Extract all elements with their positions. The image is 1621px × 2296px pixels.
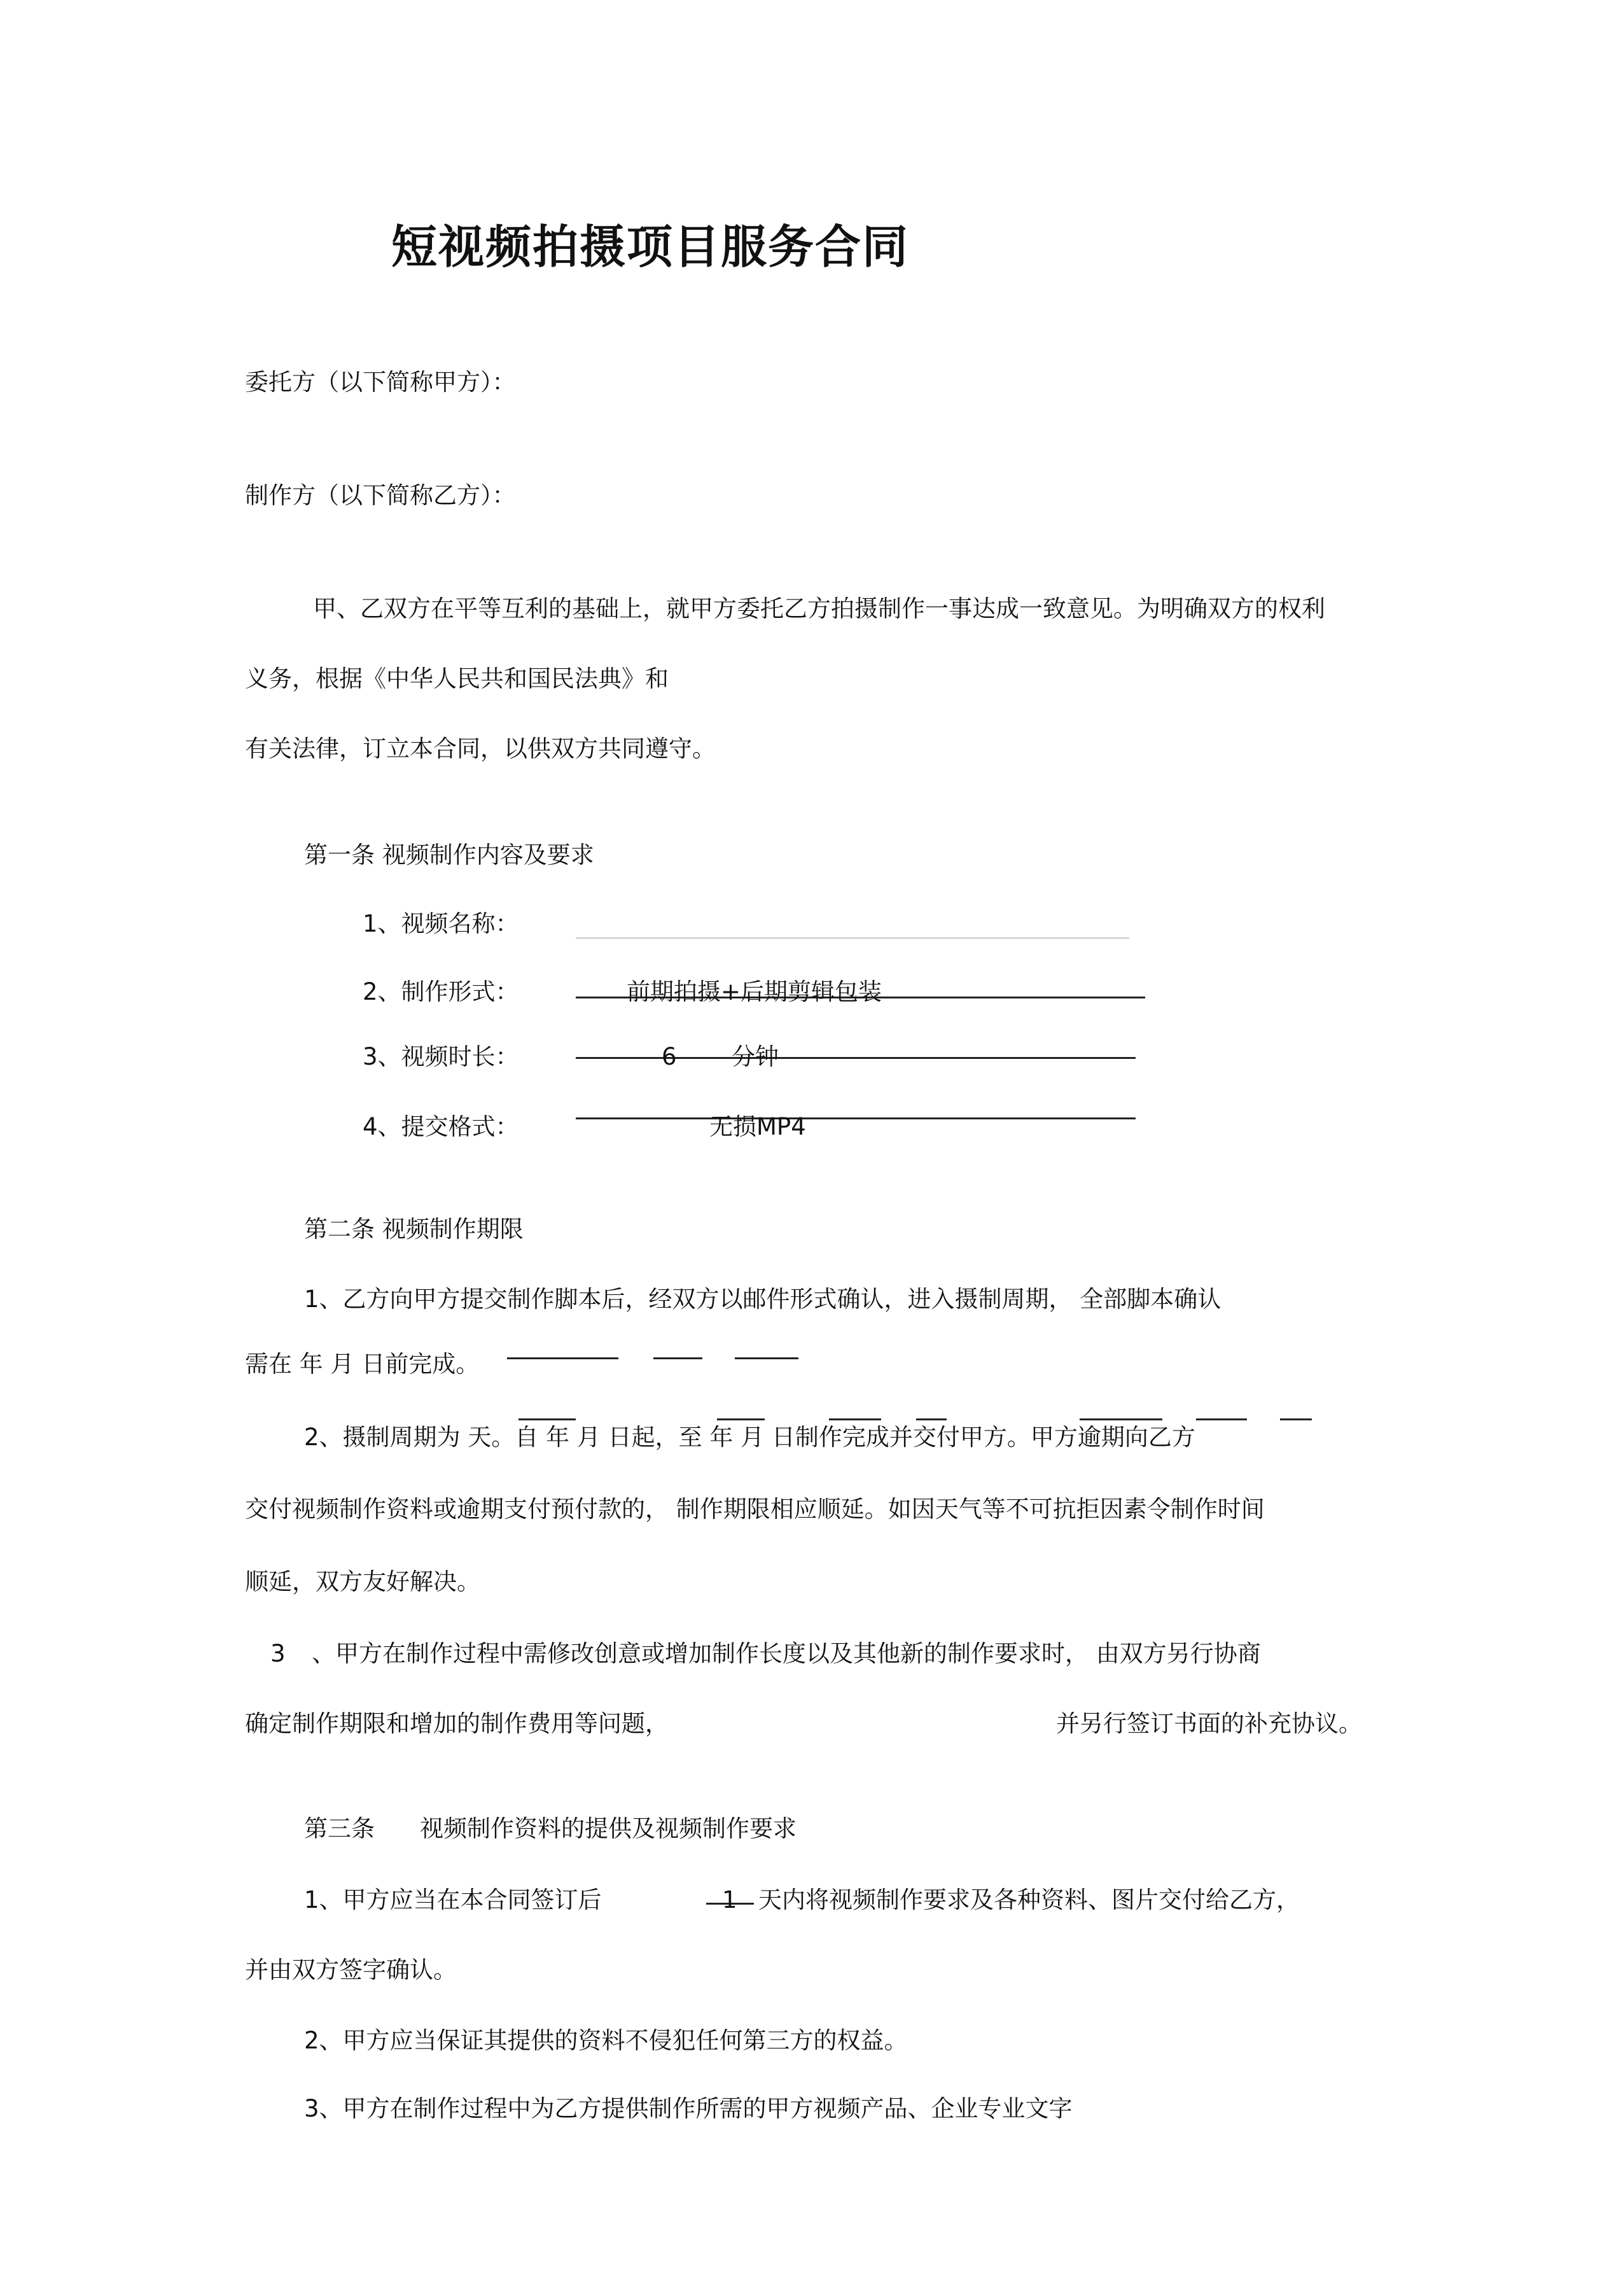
blank-line	[518, 1418, 576, 1420]
video-duration-line	[576, 1057, 1136, 1059]
blank-line	[735, 1357, 798, 1359]
article-3-p3: 3、甲方在制作过程中为乙方提供制作所需的甲方视频产品、企业专业文字	[304, 2095, 1073, 2122]
article-2-p3-line-1: 、甲方在制作过程中需修改创意或增加制作长度以及其他新的制作要求时， 由双方另行协商	[312, 1640, 1261, 1667]
article-2-p2-line-1: 2、摄制周期为 天。自 年 月 日起，至 年 月 日制作完成并交付甲方。甲方逾期向乙方	[304, 1424, 1195, 1451]
article-2-p2-line-3: 顺延，双方友好解决。	[245, 1568, 480, 1595]
article-3-p2: 2、甲方应当保证其提供的资料不侵犯任何第三方的权益。	[304, 2027, 908, 2054]
video-duration-number: 6	[662, 1043, 677, 1070]
blank-line	[916, 1418, 947, 1420]
article-2-p1-line-1: 1、乙方向甲方提交制作脚本后，经双方以邮件形式确认，进入摄制周期， 全部脚本确认	[304, 1285, 1221, 1313]
blank-line	[1280, 1418, 1312, 1420]
delivery-format-line	[576, 1117, 1136, 1119]
article-2-p2-line-2: 交付视频制作资料或逾期支付预付款的， 制作期限相应顺延。如因天气等不可抗拒因素令制作时间	[245, 1495, 1265, 1523]
article-2-p3-line-2b: 并另行签订书面的补充协议。	[1056, 1710, 1362, 1737]
blank-line	[653, 1357, 702, 1359]
blank-line	[1196, 1418, 1247, 1420]
item-video-name-label: 1、视频名称：	[363, 910, 519, 937]
preamble-line-2: 义务，根据《中华人民共和国民法典》和	[245, 665, 669, 692]
article-3-p1-days: 1	[722, 1886, 737, 1914]
article-1-heading: 第一条 视频制作内容及要求	[304, 841, 594, 869]
video-duration-unit: 分钟	[732, 1043, 779, 1070]
article-2-p3-number: 3	[270, 1640, 286, 1667]
delivery-format-value: 无损MP4	[709, 1113, 806, 1140]
party-a-label: 委托方（以下简称甲方）：	[245, 368, 516, 396]
blank-line	[1080, 1418, 1162, 1420]
article-2-p3-line-2a: 确定制作期限和增加的制作费用等问题，	[245, 1710, 669, 1737]
article-3-heading-number: 第三条	[304, 1815, 375, 1842]
item-production-form-label: 2、制作形式：	[363, 978, 519, 1005]
preamble-line-1: 甲、乙双方在平等互利的基础上，就甲方委托乙方拍摄制作一事达成一致意见。为明确双方的权利	[313, 595, 1325, 622]
item-delivery-format-label: 4、提交格式：	[363, 1113, 519, 1140]
party-b-label: 制作方（以下简称乙方）：	[245, 482, 516, 509]
contract-title: 短视频拍摄项目服务合同	[391, 220, 910, 274]
article-3-p1-line-2: 并由双方签字确认。	[245, 1956, 457, 1984]
item-video-duration-label: 3、视频时长：	[363, 1043, 519, 1070]
article-3-heading-text: 视频制作资料的提供及视频制作要求	[420, 1815, 797, 1842]
article-3-p1-part-b: 天内将视频制作要求及各种资料、图片交付给乙方，	[758, 1886, 1300, 1914]
blank-line	[829, 1418, 881, 1420]
article-2-heading: 第二条 视频制作期限	[304, 1215, 524, 1243]
video-name-blank-line	[576, 937, 1129, 939]
article-2-p1-line-2: 需在 年 月 日前完成。	[245, 1350, 480, 1378]
preamble-line-3: 有关法律，订立本合同，以供双方共同遵守。	[245, 735, 716, 762]
blank-line	[717, 1418, 765, 1420]
blank-line	[507, 1357, 618, 1359]
article-3-p1-part-a: 1、甲方应当在本合同签订后	[304, 1886, 602, 1914]
production-form-value: 前期拍摄+后期剪辑包装	[627, 978, 882, 1005]
